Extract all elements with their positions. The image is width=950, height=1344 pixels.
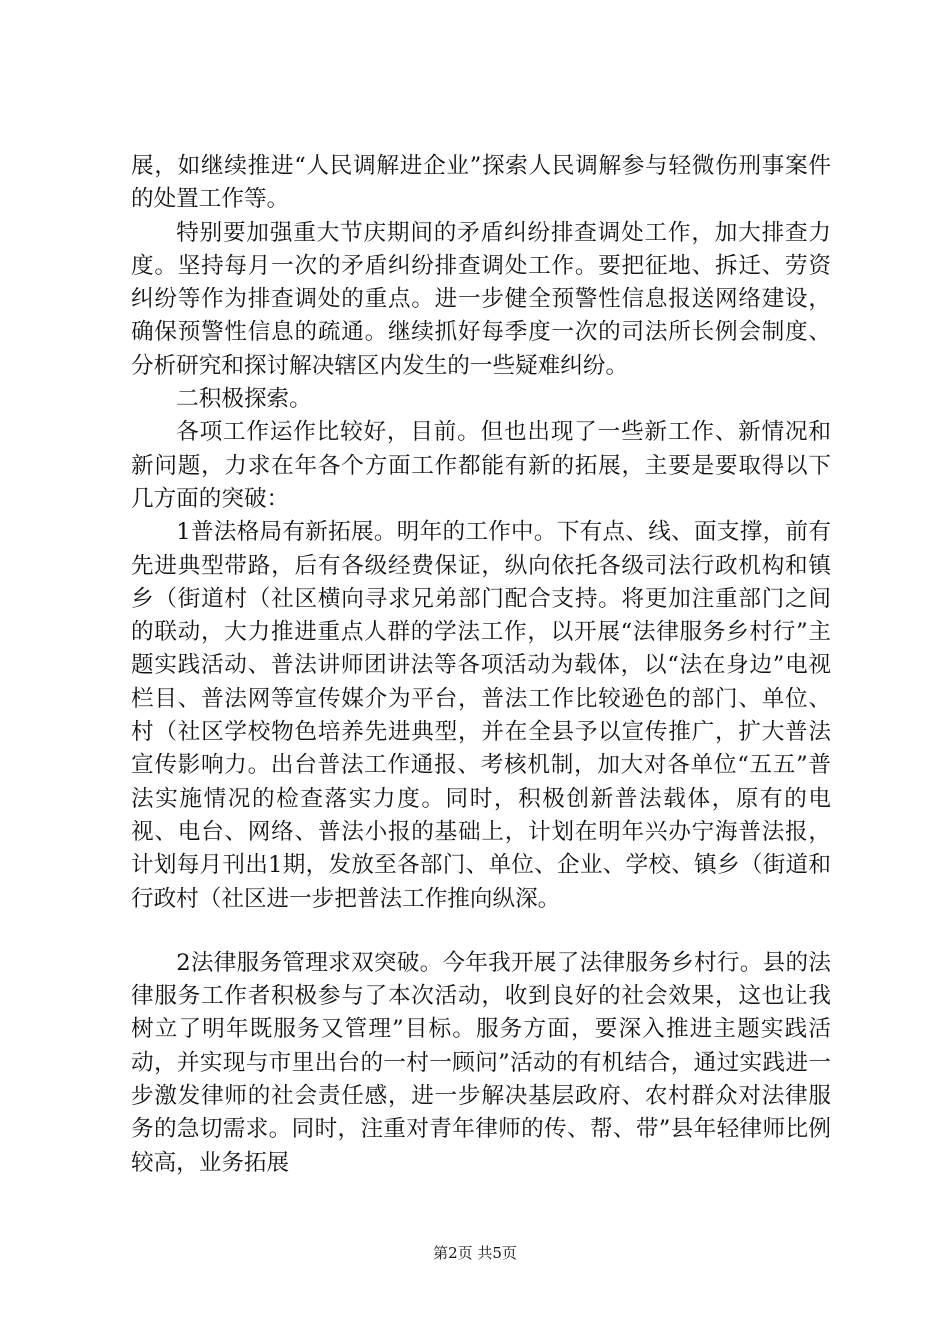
paragraph-breakthrough-intro: 各项工作运作比较好，目前。但也出现了一些新工作、新情况和新问题，力求在年各个方面工作都能有新的拓展，主要是要取得以下几方面的突破： — [131, 419, 831, 512]
paragraph-dispute-screening: 特别要加强重大节庆期间的矛盾纠纷排查调处工作，加大排查力度。坚持每月一次的矛盾纠纷排查调处工作。要把征地、拆迁、劳资纠纷等作为排查调处的重点。进一步健全预警性信息报送网络建设，确保预警性信息的疏通。继续抓好每季度一次的司法所长例会制度、分析研究和探讨解决辖区内发生的一些疑难纠纷。 — [131, 219, 831, 379]
paragraph-legal-education: 1普法格局有新拓展。明年的工作中。下有点、线、面支撑，前有先进典型带路，后有各级经费保证，纵向依托各级司法行政机构和镇乡（街道村（社区横向寻求兄弟部门配合支持。将更加注重部门之间的联动，大力推进重点人群的学法工作，以开展“法律服务乡村行”主题实践活动、普法讲师团讲法等各项活动为载体，以“法在身边”电视栏目、普法网等宣传媒介为平台，普法工作比较逊色的部门、单位、村（社区学校物色培养先进典型，并在全县予以宣传推广，扩大普法宣传影响力。出台普法工作通报、考核机制，加大对各单位“五五”普法实施情况的检查落实力度。同时，积极创新普法载体，原有的电视、电台、网络、普法小报的基础上，计划在明年兴办宁海普法报，计划每月刊出1期，发放至各部门、单位、企业、学校、镇乡（街道和行政村（社区进一步把普法工作推向纵深。 — [131, 519, 831, 912]
section-heading-explore: 二积极探索。 — [176, 386, 312, 413]
paragraph-gap — [131, 916, 831, 947]
document-body — [131, 150, 831, 1180]
paragraph-legal-services: 2法律服务管理求双突破。今年我开展了法律服务乡村行。县的法律服务工作者积极参与了本次活动，收到良好的社会效果，这也让我树立了明年既服务又管理”目标。服务方面，要深入推进主题实践活动，并实现与市里出台的一村一顾问”活动的有机结合，通过实践进一步激发律师的社会责任感，进一步解决基层政府、农村群众对法律服务的急切需求。同时，注重对青年律师的传、帮、带”县年轻律师比例较高，业务拓展 — [131, 949, 831, 1176]
paragraph-continuation: 展，如继续推进“人民调解进企业”探索人民调解参与轻微伤刑事案件的处置工作等。 — [131, 153, 831, 213]
page-footer: 第2页 共5页 — [433, 1244, 517, 1262]
